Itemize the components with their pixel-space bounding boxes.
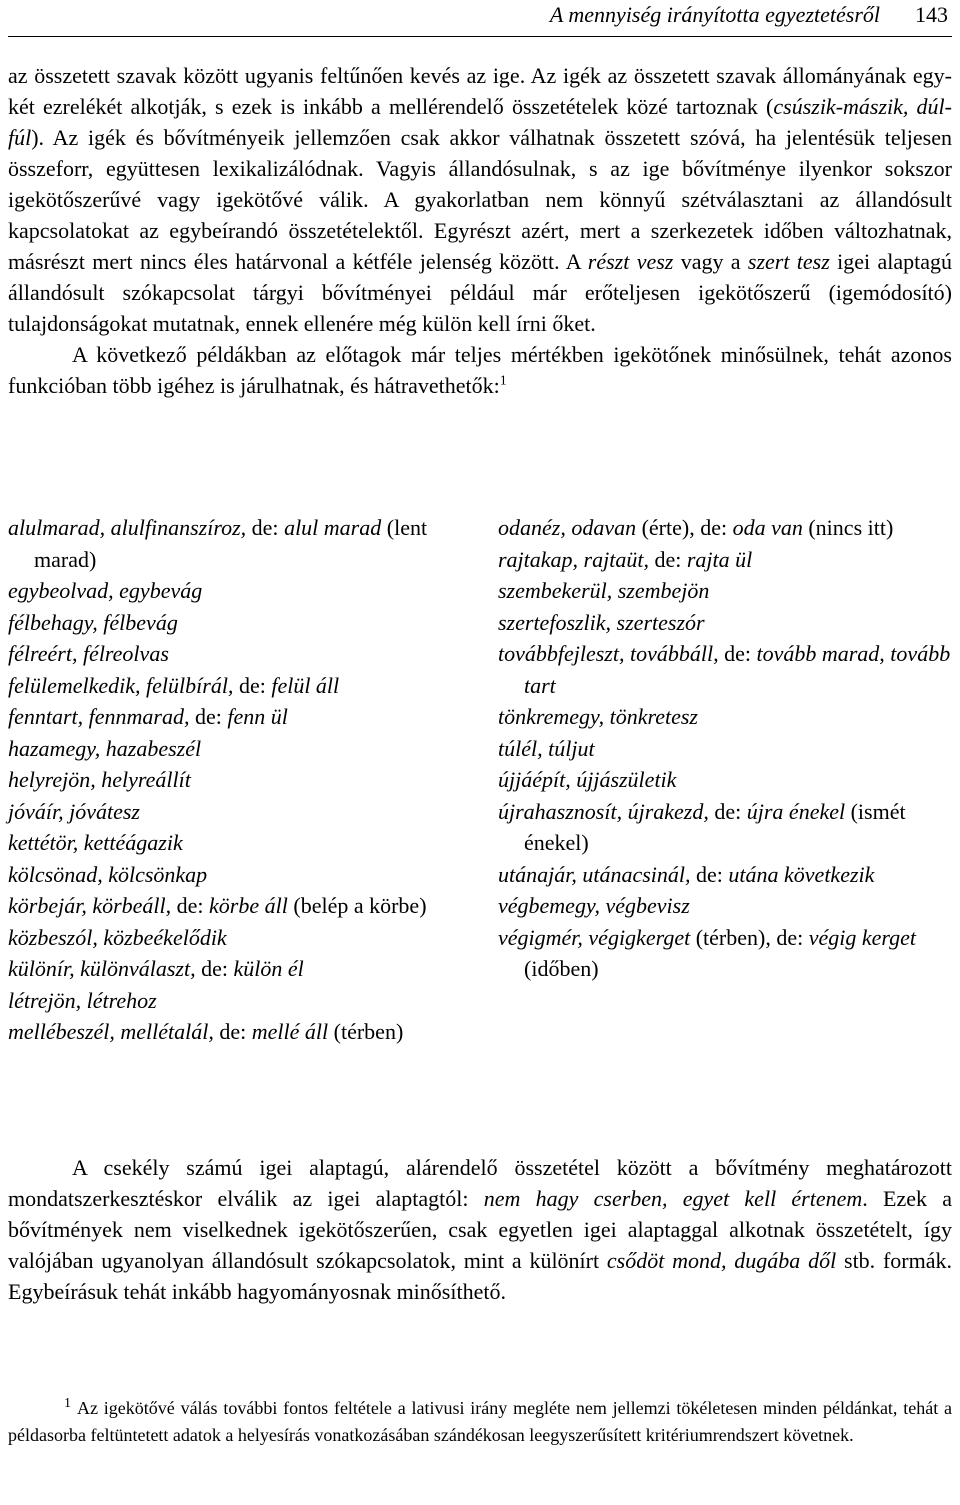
text-run: (ismét énekel) bbox=[524, 798, 906, 855]
text-run: igei alaptagú állandósult szókapcsolat tárgyi bővítményei például már erőteljesen igekötőszerű (igemódosító) tulajdonságokat mutatnak, ennek ellenére még külön kell írni őket. bbox=[8, 249, 952, 336]
list-item bbox=[8, 701, 456, 733]
example-words: külön él bbox=[233, 956, 304, 981]
example-words: kettétör, kettéágazik bbox=[8, 830, 183, 855]
list-item bbox=[8, 733, 456, 765]
list-item bbox=[8, 638, 456, 670]
example-words: mellé áll bbox=[251, 1019, 329, 1044]
example-words: újrahasznosít, újrakezd, bbox=[498, 798, 709, 824]
list-item bbox=[8, 827, 456, 859]
example-words: felül áll bbox=[271, 672, 340, 698]
footnote bbox=[8, 1395, 952, 1449]
footnote-text: Az igekötővé válás további fontos feltétele a lativusi irány megléte nem jellemzi tökéletesen minden példánkat, tehát a példasorba feltüntetett adatok a helyesírás vonatkozásában szándékosan leegyszerűsített kritériumrendszert követnek. bbox=[8, 1398, 952, 1445]
list-item bbox=[8, 764, 456, 796]
text-run: de: bbox=[708, 798, 747, 824]
text-run: de: bbox=[195, 956, 234, 981]
example-words: felülemelkedik, felülbírál, bbox=[8, 672, 234, 698]
page-header bbox=[8, 0, 952, 37]
example-words: végigmér, végigkerget bbox=[498, 924, 691, 950]
example-words: hazamegy, hazabeszél bbox=[8, 735, 202, 761]
example-list-right bbox=[498, 512, 954, 985]
example-words: szertefoszlik, szerteszór bbox=[498, 609, 705, 635]
text-run: (érte), de: bbox=[636, 515, 733, 540]
list-item bbox=[8, 922, 456, 954]
text-run: A következő példákban az előtagok már teljes mértékben igekötőnek minősülnek, tehát azonos funkcióban több igéhez is járulhatnak, és hátravethetők: bbox=[8, 342, 952, 398]
example-words: mellébeszél, mellétalál, bbox=[8, 1019, 214, 1044]
text-run: (térben), de: bbox=[690, 924, 809, 950]
example-words: alulmarad, alulfinanszíroz, bbox=[8, 515, 247, 540]
text-run: (nincs itt) bbox=[802, 515, 894, 540]
example-words: különír, különválaszt, bbox=[8, 956, 196, 981]
example-words: rajta ül bbox=[686, 546, 753, 572]
example-words: csúszik-mászik, dúl-fúl bbox=[8, 94, 953, 150]
example-words: fenn ül bbox=[227, 704, 288, 729]
example-words: tovább marad, tovább tart bbox=[524, 641, 951, 698]
text-run: de: bbox=[171, 893, 210, 918]
list-item bbox=[8, 890, 456, 922]
text-run: (térben) bbox=[328, 1019, 404, 1044]
example-words: részt vesz bbox=[587, 249, 674, 274]
example-words: alul marad bbox=[284, 515, 382, 540]
list-item bbox=[498, 859, 954, 891]
example-words: jóváír, jóvátesz bbox=[8, 798, 140, 824]
example-words: helyrejön, helyreállít bbox=[8, 767, 191, 792]
example-words: létrejön, létrehoz bbox=[8, 987, 157, 1013]
example-words: egybeolvad, egybevág bbox=[8, 578, 203, 603]
example-words: szembekerül, szembejön bbox=[498, 578, 710, 603]
list-item bbox=[498, 796, 954, 859]
text-run: de: bbox=[648, 546, 687, 572]
list-item bbox=[8, 985, 456, 1017]
example-words: utánajár, utánacsinál, bbox=[498, 861, 691, 887]
text-run: az összetett szavak között ugyanis feltűnően kevés az ige. Az igék az összetett szavak állományának egy-két ezrelékét alkotják, s ezek is inkább a mellérendelő összetételek közé tartoznak ( bbox=[8, 63, 952, 119]
list-item bbox=[498, 922, 954, 985]
list-item bbox=[498, 890, 954, 922]
example-words: továbbfejleszt, továbbáll, bbox=[498, 641, 719, 666]
example-words: utána következik bbox=[728, 861, 875, 887]
example-words: újra énekel bbox=[746, 798, 846, 824]
list-item bbox=[8, 670, 456, 702]
body-paragraph-1 bbox=[8, 60, 952, 401]
text-run: de: bbox=[233, 672, 272, 698]
example-words: végbemegy, végbevisz bbox=[498, 893, 690, 918]
example-words: fenntart, fennmarad, bbox=[8, 704, 190, 729]
example-words: félreért, félreolvas bbox=[8, 641, 169, 666]
body-paragraph-2 bbox=[8, 1152, 952, 1307]
page-number: 143 bbox=[915, 2, 948, 27]
example-words: túlél, túljut bbox=[498, 735, 595, 761]
example-words: oda van bbox=[732, 515, 803, 540]
list-item bbox=[498, 701, 954, 733]
list-item bbox=[8, 796, 456, 828]
list-item bbox=[8, 607, 456, 639]
text-run: ). Az igék és bővítményeik jellemzően csak akkor válhatnak összetett szóvá, ha jelentésük teljesen összeforr, együttesen lexikalizálódnak. Vagyis állandósulnak, s az ige bővítménye ilyenkor sokszor igekötőszerűvé vagy igekötővé válik. A gyakorlatban nem könnyű szétválasztani az állandósult kapcsolatokat az egybeírandó összetételektől. Egyrészt azért, mert a szerkezetek időben változhatnak, másrészt mert nincs éles határvonal a kétféle jelenség között. A bbox=[8, 125, 952, 274]
example-words: végig kerget bbox=[808, 924, 917, 950]
example-words: kölcsönad, kölcsönkap bbox=[8, 861, 208, 887]
example-words: rajtakap, rajtaüt, bbox=[498, 546, 649, 572]
text-run: de: bbox=[690, 861, 729, 887]
list-item bbox=[8, 953, 456, 985]
example-words: újjáépít, újjászületik bbox=[498, 767, 677, 792]
list-item bbox=[8, 575, 456, 607]
list-item bbox=[8, 512, 456, 575]
text-run: (időben) bbox=[524, 956, 599, 981]
example-words: félbehagy, félbevág bbox=[8, 609, 178, 635]
list-item bbox=[498, 575, 954, 607]
example-list-left bbox=[8, 512, 456, 1048]
text-run: de: bbox=[718, 641, 757, 666]
text-run: vagy a bbox=[673, 249, 748, 274]
text-run: de: bbox=[213, 1019, 252, 1044]
text-run: de: bbox=[246, 515, 285, 540]
text-run: A csekély számú igei alaptagú, alárendelő összetétel között a bővítmény meghatározott mondatszerkesztéskor elválik az igei alaptagtól: bbox=[8, 1155, 952, 1211]
example-words: szert tesz bbox=[747, 249, 830, 274]
text-run: stb. formák. Egybeírásuk tehát inkább hagyományosnak minősíthető. bbox=[8, 1248, 952, 1304]
list-item bbox=[498, 733, 954, 765]
list-item bbox=[8, 1016, 456, 1048]
text-run: . Ezek a bővítmények nem viselkednek igekötőszerűen, csak egyetlen igei alaptaggal alkotnak összetételt, így valójában ugyanolyan állandósult szókapcsolatok, mint a különírt bbox=[8, 1186, 952, 1273]
footnote-mark: 1 bbox=[64, 1396, 71, 1411]
text-run: (belép a körbe) bbox=[287, 893, 427, 918]
example-words: körbe áll bbox=[209, 893, 288, 918]
list-item bbox=[8, 859, 456, 891]
text-run: (lent marad) bbox=[34, 515, 428, 572]
example-words: csődöt mond, dugába dől bbox=[606, 1248, 837, 1273]
example-words: odanéz, odavan bbox=[498, 515, 637, 540]
list-item bbox=[498, 638, 954, 701]
example-words: körbejár, körbeáll, bbox=[8, 893, 172, 918]
list-item bbox=[498, 544, 954, 576]
list-item bbox=[498, 764, 954, 796]
example-words: közbeszól, közbeékelődik bbox=[8, 924, 227, 950]
list-item bbox=[498, 607, 954, 639]
example-words: nem hagy cserben, egyet kell értenem bbox=[483, 1186, 863, 1211]
example-words: tönkremegy, tönkretesz bbox=[498, 704, 698, 729]
running-title: A mennyiség irányította egyeztetésről bbox=[549, 2, 880, 27]
list-item bbox=[498, 512, 954, 544]
text-run: de: bbox=[189, 704, 228, 729]
footnote-reference: 1 bbox=[499, 373, 507, 389]
